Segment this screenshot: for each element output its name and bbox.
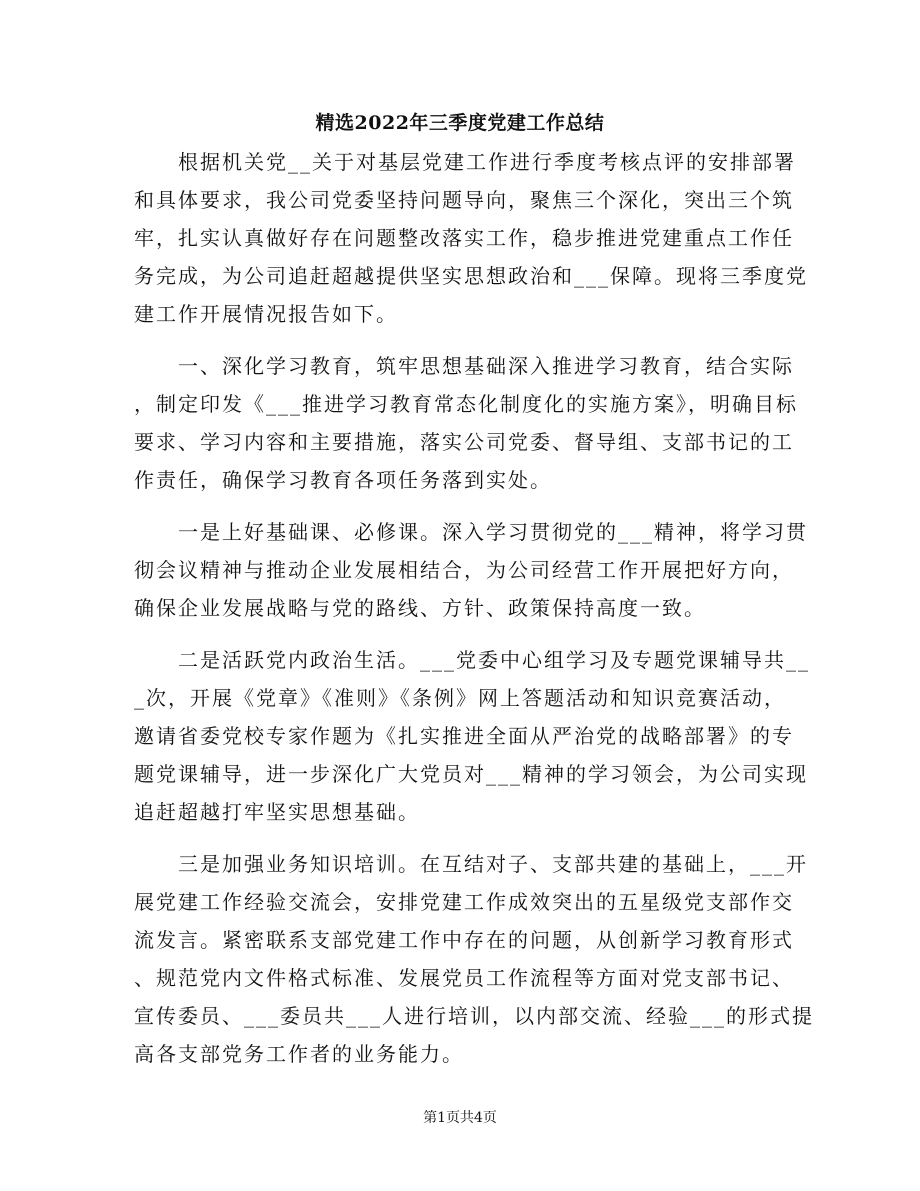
- text-line: 要求、学习内容和主要措施，落实公司党委、督导组、支部书记的工: [134, 430, 794, 454]
- text-line: _次，开展《党章》《准则》《条例》网上答题活动和知识竞赛活动，: [134, 686, 786, 710]
- text-line: 二是活跃党内政治生活。___党委中心组学习及专题党课辅导共__: [178, 648, 810, 672]
- paragraph-intro: [134, 143, 808, 333]
- text-line: 务完成，为公司追赶超越提供坚实思想政治和___保障。现将三季度党: [134, 264, 808, 288]
- text-line: 牢，扎实认真做好存在问题整改落实工作，稳步推进党建重点工作任: [134, 226, 794, 250]
- document-body: [134, 143, 814, 1073]
- text-line: 题党课辅导，进一步深化广大党员对___精神的学习领会，为公司实现: [134, 762, 808, 786]
- text-line: 邀请省委党校专家作题为《扎实推进全面从严治党的战略部署》的专: [134, 724, 794, 748]
- text-line: 一是上好基础课、必修课。深入学习贯彻党的___精神，将学习贯: [178, 520, 808, 544]
- text-line: ，制定印发《___推进学习教育常态化制度化的实施方案》，明确目标: [134, 392, 798, 416]
- text-line: 追赶超越打牢坚实思想基础。: [134, 800, 420, 824]
- text-line: 高各支部党务工作者的业务能力。: [134, 1042, 464, 1066]
- text-line: 流发言。紧密联系支部党建工作中存在的问题，从创新学习教育形式: [134, 928, 794, 952]
- document-title: 精选2022年三季度党建工作总结: [315, 112, 605, 134]
- paragraph-point-one: [134, 513, 808, 627]
- paragraph-point-two: [134, 641, 810, 831]
- paragraph-point-three: [134, 845, 814, 1073]
- text-line: 宣传委员、___委员共___人进行培训，以内部交流、经验___的形式提: [134, 1004, 814, 1028]
- text-line: 、规范党内文件格式标准、发展党员工作流程等方面对党支部书记、: [134, 966, 794, 990]
- page-indicator: 第1页共4页: [423, 1110, 497, 1126]
- text-line: 建工作开展情况报告如下。: [134, 302, 398, 326]
- text-line: 和具体要求，我公司党委坚持问题导向，聚焦三个深化，突出三个筑: [134, 188, 794, 212]
- text-line: 三是加强业务知识培训。在互结对子、支部共建的基础上，___开: [178, 852, 808, 876]
- text-line: 彻会议精神与推动企业发展相结合，为公司经营工作开展把好方向，: [134, 558, 794, 582]
- text-line: 展党建工作经验交流会，安排党建工作成效突出的五星级党支部作交: [134, 890, 794, 914]
- paragraph-section-one: [134, 347, 798, 499]
- text-line: 根据机关党__关于对基层党建工作进行季度考核点评的安排部署: [178, 150, 796, 174]
- text-line: 一、深化学习教育，筑牢思想基础深入推进学习教育，结合实际: [178, 354, 794, 378]
- text-line: 作责任，确保学习教育各项任务落到实处。: [134, 468, 552, 492]
- text-line: 确保企业发展战略与党的路线、方针、政策保持高度一致。: [134, 596, 706, 620]
